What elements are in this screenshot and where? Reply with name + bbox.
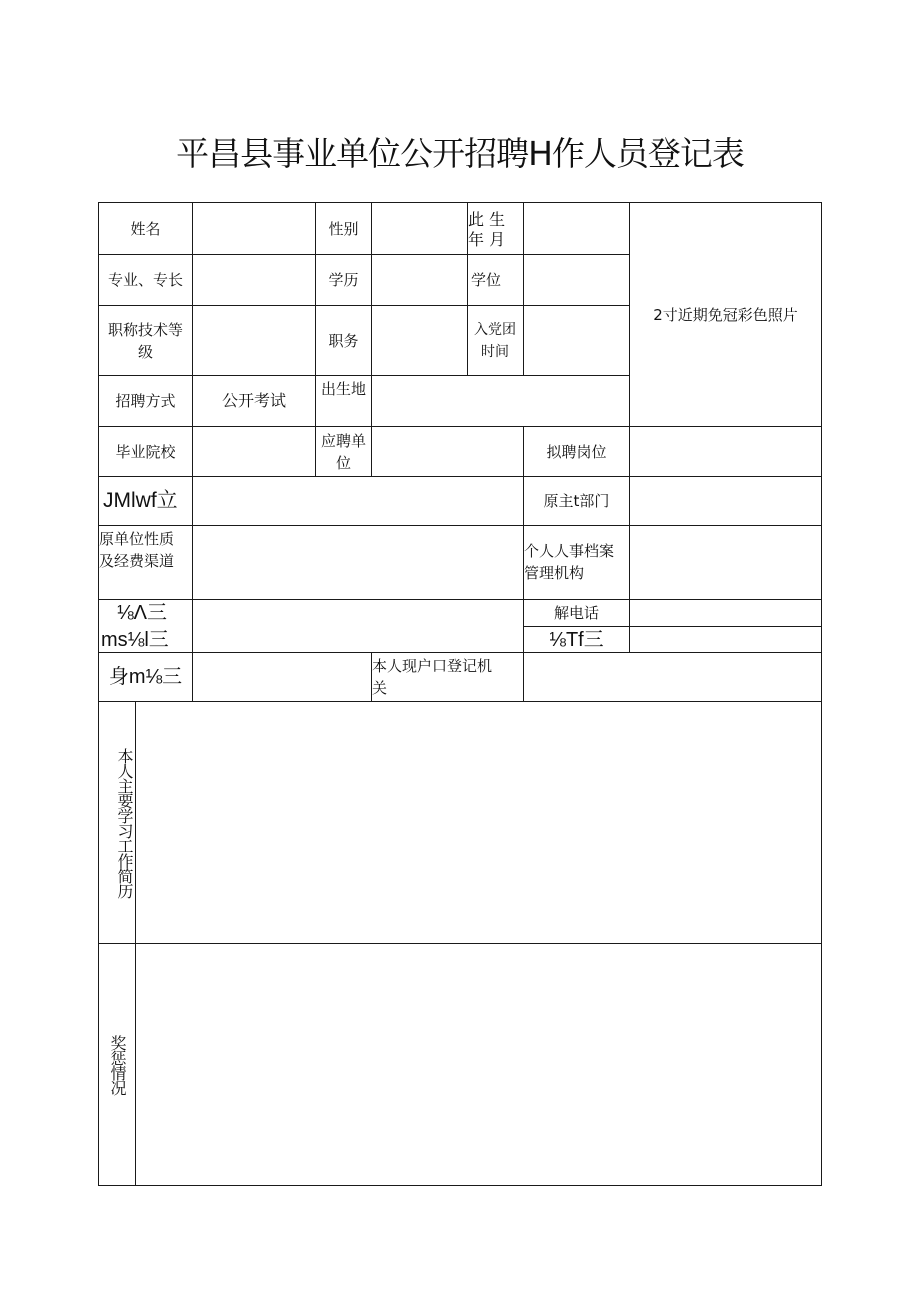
phone-label: 解电话 <box>553 604 599 622</box>
orig-dept-field[interactable] <box>630 477 821 525</box>
row8-field[interactable] <box>193 600 523 652</box>
apply-unit-label-line2: 位 <box>335 453 351 472</box>
unit-nature-label-line2: 及经费渠道 <box>99 552 175 570</box>
archive-label-line2: 管理机构 <box>524 564 585 582</box>
title-grade-label <box>99 306 192 375</box>
party-date-label <box>466 306 524 375</box>
row9-label-a: 身m⅛三 <box>108 666 183 688</box>
education-field[interactable] <box>372 255 467 305</box>
position-field[interactable] <box>372 306 467 375</box>
orig-unit-field[interactable] <box>193 477 523 525</box>
birthplace-label: 出生地 <box>320 380 366 398</box>
gender-label: 性别 <box>328 219 359 238</box>
archive-label <box>524 540 629 599</box>
hukou-field[interactable] <box>524 653 821 701</box>
page-title: 平昌县事业单位公开招聘H作人员登记表 <box>176 134 744 173</box>
birth-date-label-line2: 年 月 <box>468 229 506 249</box>
orig-dept-label: 原主t部门 <box>543 492 610 510</box>
title-grade-field[interactable] <box>193 306 315 375</box>
resume-field[interactable] <box>136 702 821 943</box>
row8-field-c[interactable] <box>630 627 821 652</box>
title-grade-label-line1: 职称技术等 <box>107 320 183 339</box>
party-date-label-line2: 时间 <box>481 343 509 360</box>
row8-label-c: ⅛Tf三 <box>549 628 604 651</box>
education-label: 学历 <box>328 271 359 289</box>
apply-post-label: 拟聘岗位 <box>546 442 607 461</box>
birthplace-field[interactable] <box>372 376 629 426</box>
unit-nature-label-line1: 原单位性质 <box>99 530 175 548</box>
name-field[interactable] <box>193 203 315 254</box>
orig-unit-label: JMlwf立 <box>103 489 178 512</box>
awards-field[interactable] <box>136 944 821 1185</box>
method-label: 招聘方式 <box>115 392 176 410</box>
phone-field[interactable] <box>630 600 821 626</box>
degree-label: 学位 <box>470 271 501 289</box>
birth-date-label <box>468 205 523 254</box>
awards-label: 奖惩情况 <box>108 1034 127 1095</box>
apply-unit-field[interactable] <box>372 427 523 476</box>
apply-unit-label <box>316 427 371 476</box>
archive-field[interactable] <box>630 526 821 599</box>
major-label: 专业、专长 <box>107 271 183 289</box>
degree-field[interactable] <box>524 255 629 305</box>
gender-field[interactable] <box>372 203 467 254</box>
position-label: 职务 <box>328 331 359 350</box>
row8-label-a: ⅛Λ三 <box>117 601 168 624</box>
method-value: 公开考试 <box>221 391 286 410</box>
resume-label: 本人主要学习工作简历 <box>115 747 134 898</box>
school-field[interactable] <box>193 427 315 476</box>
birth-date-label-line1: 此 生 <box>468 209 506 229</box>
name-label: 姓名 <box>130 219 161 238</box>
school-label: 毕业院校 <box>115 442 176 461</box>
major-field[interactable] <box>193 255 315 305</box>
apply-unit-label-line1: 应聘单 <box>320 431 366 450</box>
photo-placeholder: 2寸近期免冠彩色照片 <box>653 305 798 324</box>
row9-field[interactable] <box>193 653 371 701</box>
hukou-label-line1: 本人现户口登记机 <box>372 657 493 675</box>
unit-nature-label <box>99 528 192 599</box>
row8-label-b: ms⅛l三 <box>101 628 169 651</box>
archive-label-line1: 个人人事档案 <box>524 542 615 560</box>
birth-date-field[interactable] <box>524 203 629 254</box>
party-date-field[interactable] <box>524 306 629 375</box>
title-grade-label-line2: 级 <box>137 342 153 361</box>
hukou-label-line2: 关 <box>372 679 388 697</box>
apply-post-field[interactable] <box>630 427 821 476</box>
hukou-label <box>372 655 523 701</box>
unit-nature-field[interactable] <box>193 526 523 599</box>
party-date-label-line1: 入党团 <box>474 321 516 338</box>
